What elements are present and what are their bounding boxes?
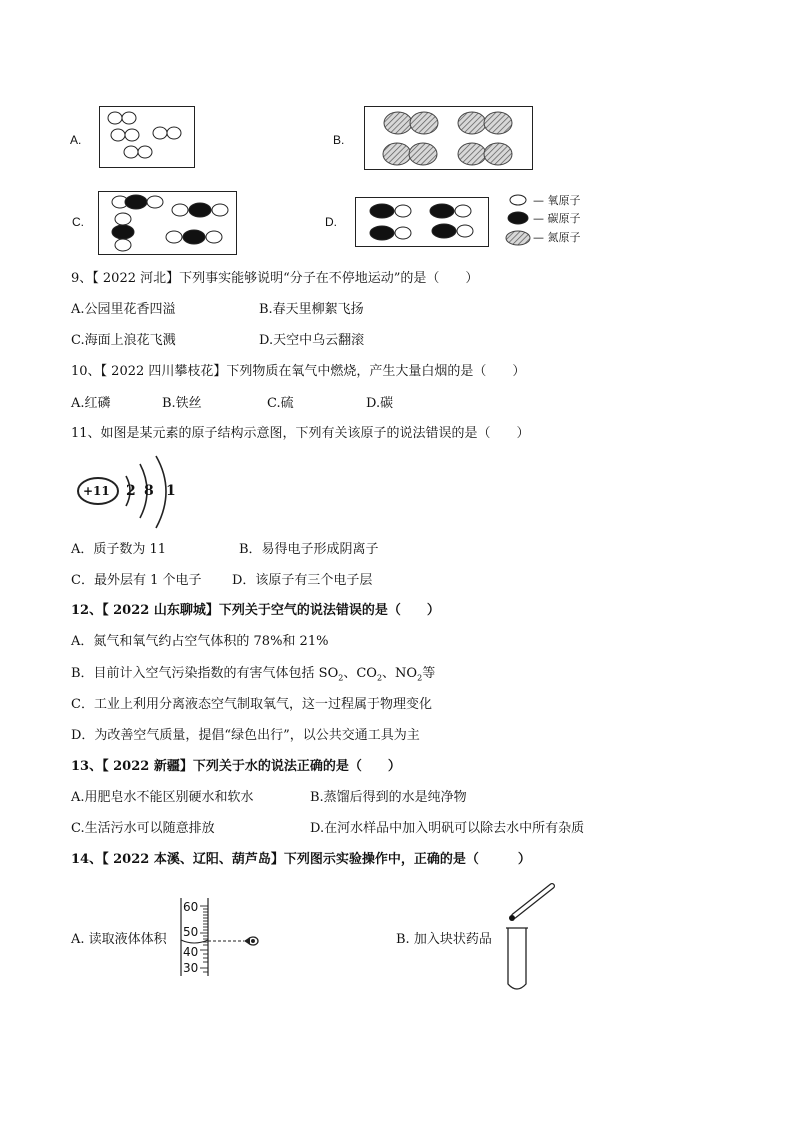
q12-b-sub-1: 2 <box>338 673 344 683</box>
q10-option-c: C.硫 <box>267 396 294 411</box>
q8-option-c-label: C. <box>72 215 84 229</box>
q11-option-c: C．最外层有 1 个电子 <box>71 573 202 588</box>
q9-option-a: A.公园里花香四溢 <box>71 302 176 317</box>
scale-label-30: 30 <box>183 961 199 975</box>
q12-stem: 12、【 2022 山东聊城】下列关于空气的说法错误的是（ ） <box>71 603 440 618</box>
q13-option-a: A.用肥皂水不能区别硬水和软水 <box>71 790 254 805</box>
q9-option-c: C.海面上浪花飞溅 <box>71 333 176 348</box>
shell-2-electrons: 8 <box>144 483 154 499</box>
scale-label-40: 40 <box>183 945 199 959</box>
q14-option-a: A. 读取液体体积 <box>71 932 167 947</box>
q12-b-text-3: 、NO <box>382 666 418 681</box>
q8-option-d-figure <box>355 197 489 247</box>
q12-b-sub-3: 2 <box>417 673 423 683</box>
legend-oxygen: — 氧原子 <box>533 194 581 207</box>
q14-option-b: B. 加入块状药品 <box>396 932 492 947</box>
co-molecules-diagram <box>356 198 488 246</box>
q12-b-text-1: B．目前计入空气污染指数的有害气体包括 SO <box>71 666 339 681</box>
atom-legend <box>508 192 618 250</box>
q10-option-b: B.铁丝 <box>162 396 202 411</box>
q11-option-a: A．质子数为 11 <box>71 542 167 557</box>
q12-option-d: D．为改善空气质量，提倡“绿色出行”，以公共交通工具为主 <box>71 728 420 743</box>
q10-option-d: D.碳 <box>366 396 394 411</box>
q9-option-d: D.天空中乌云翻滚 <box>259 333 365 348</box>
q8-option-d-label: D. <box>325 215 337 229</box>
q8-option-c-figure <box>98 191 237 255</box>
nucleus-charge: +11 <box>83 484 110 498</box>
oxygen-molecules-diagram <box>100 107 194 167</box>
q10-option-a: A.红磷 <box>71 396 111 411</box>
q12-b-sub-2: 2 <box>376 673 383 683</box>
scale-label-50: 50 <box>183 925 199 939</box>
q8-option-a-figure <box>99 106 195 168</box>
mixed-molecules-diagram <box>99 192 236 254</box>
test-tube-figure <box>500 880 562 994</box>
shell-3-electrons: 1 <box>166 483 176 499</box>
graduated-cylinder-figure <box>178 896 268 978</box>
q11-option-d: D．该原子有三个电子层 <box>232 573 373 588</box>
q9-option-b: B.春天里柳絮飞扬 <box>259 302 364 317</box>
q12-option-b <box>71 666 435 687</box>
q8-option-a-label: A. <box>70 133 82 147</box>
q13-option-b: B.蒸馏后得到的水是纯净物 <box>310 790 467 805</box>
q13-option-c: C.生活污水可以随意排放 <box>71 821 215 836</box>
test-tube-svg <box>500 880 562 994</box>
q10-stem: 10、【 2022 四川攀枝花】下列物质在氧气中燃烧，产生大量白烟的是（ ） <box>71 364 526 379</box>
q11-option-b: B．易得电子形成阴离子 <box>239 542 379 557</box>
legend-carbon: — 碳原子 <box>533 212 581 225</box>
legend-nitrogen: — 氮原子 <box>533 231 581 244</box>
q13-option-d: D.在河水样品中加入明矾可以除去水中所有杂质 <box>310 821 585 836</box>
shell-1-electrons: 2 <box>126 483 136 499</box>
q8-option-b-label: B. <box>333 133 345 147</box>
q14-stem: 14、【 2022 本溪、辽阳、葫芦岛】下列图示实验操作中，正确的是（ ） <box>71 852 531 867</box>
q11-stem: 11、如图是某元素的原子结构示意图，下列有关该原子的说法错误的是（ ） <box>71 426 530 441</box>
q12-b-text-2: 、CO <box>343 666 377 681</box>
q13-stem: 13、【 2022 新疆】下列关于水的说法正确的是（ ） <box>71 759 401 774</box>
legend-symbols <box>508 192 528 250</box>
q12-option-c: C．工业上利用分离液态空气制取氧气，这一过程属于物理变化 <box>71 697 432 712</box>
q8-option-b-figure <box>364 106 533 170</box>
q9-stem: 9、【 2022 河北】下列事实能够说明“分子在不停地运动”的是（ ） <box>71 271 479 286</box>
atom-structure-diagram <box>74 454 184 530</box>
scale-label-60: 60 <box>183 900 199 914</box>
q12-option-a: A．氮气和氧气约占空气体积的 78%和 21% <box>71 634 329 649</box>
q12-b-text-4: 等 <box>422 666 436 681</box>
nitrogen-molecules-diagram <box>365 107 532 169</box>
